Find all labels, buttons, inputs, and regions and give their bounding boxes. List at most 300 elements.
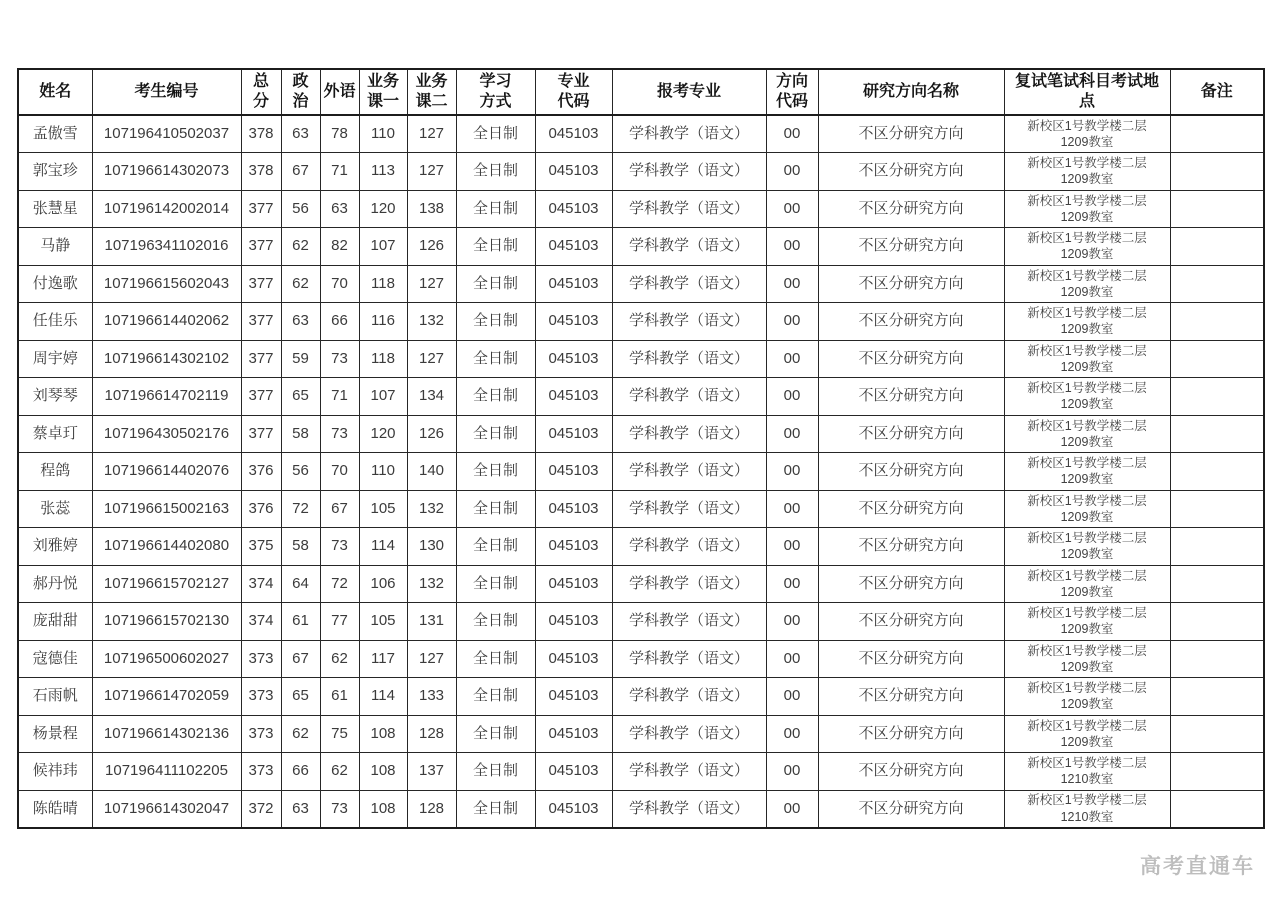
cell-total_score: 377	[241, 378, 281, 416]
table-row	[18, 228, 1264, 266]
cell-name: 刘琴琴	[18, 378, 92, 416]
cell-name: 寇德佳	[18, 640, 92, 678]
cell-direction_code: 00	[766, 640, 818, 678]
cell-course1: 106	[359, 565, 407, 603]
cell-course2: 128	[407, 715, 456, 753]
cell-remark	[1170, 115, 1264, 153]
table-row	[18, 715, 1264, 753]
cell-course2: 128	[407, 790, 456, 828]
cell-name: 付逸歌	[18, 265, 92, 303]
cell-candidate_no: 107196341102016	[92, 228, 241, 266]
cell-total_score: 375	[241, 528, 281, 566]
cell-remark	[1170, 340, 1264, 378]
cell-direction_code: 00	[766, 490, 818, 528]
cell-candidate_no: 107196614302073	[92, 153, 241, 191]
cell-name: 周宇婷	[18, 340, 92, 378]
cell-foreign_lang: 66	[320, 303, 359, 341]
cell-exam_site: 新校区1号教学楼二层 1209教室	[1004, 490, 1170, 528]
cell-total_score: 373	[241, 640, 281, 678]
cell-name: 刘雅婷	[18, 528, 92, 566]
cell-course2: 134	[407, 378, 456, 416]
cell-name: 庞甜甜	[18, 603, 92, 641]
cell-major_code: 045103	[535, 190, 612, 228]
cell-course2: 132	[407, 565, 456, 603]
cell-exam_site: 新校区1号教学楼二层 1209教室	[1004, 603, 1170, 641]
cell-major_code: 045103	[535, 715, 612, 753]
column-header-foreign_lang: 外语	[320, 69, 359, 115]
cell-exam_site: 新校区1号教学楼二层 1209教室	[1004, 453, 1170, 491]
cell-remark	[1170, 265, 1264, 303]
cell-study_mode: 全日制	[456, 715, 535, 753]
cell-politics: 67	[281, 153, 320, 191]
table-row	[18, 265, 1264, 303]
cell-candidate_no: 107196614302102	[92, 340, 241, 378]
cell-major_code: 045103	[535, 790, 612, 828]
cell-major_code: 045103	[535, 640, 612, 678]
column-header-politics: 政 治	[281, 69, 320, 115]
cell-total_score: 373	[241, 753, 281, 791]
cell-study_mode: 全日制	[456, 153, 535, 191]
table-row	[18, 565, 1264, 603]
cell-politics: 72	[281, 490, 320, 528]
cell-study_mode: 全日制	[456, 453, 535, 491]
cell-direction_name: 不区分研究方向	[818, 753, 1004, 791]
column-header-total_score: 总 分	[241, 69, 281, 115]
watermark: 高考直通车	[1140, 855, 1255, 878]
cell-study_mode: 全日制	[456, 115, 535, 153]
cell-name: 张蕊	[18, 490, 92, 528]
cell-major_code: 045103	[535, 378, 612, 416]
cell-candidate_no: 107196411102205	[92, 753, 241, 791]
cell-direction_code: 00	[766, 603, 818, 641]
cell-study_mode: 全日制	[456, 378, 535, 416]
table-row	[18, 190, 1264, 228]
table-row	[18, 453, 1264, 491]
cell-politics: 64	[281, 565, 320, 603]
cell-politics: 63	[281, 790, 320, 828]
cell-course2: 138	[407, 190, 456, 228]
cell-major_code: 045103	[535, 528, 612, 566]
cell-direction_name: 不区分研究方向	[818, 565, 1004, 603]
cell-major: 学科教学（语文）	[612, 603, 766, 641]
cell-politics: 65	[281, 678, 320, 716]
cell-course1: 108	[359, 790, 407, 828]
cell-foreign_lang: 62	[320, 753, 359, 791]
cell-major: 学科教学（语文）	[612, 565, 766, 603]
column-header-direction_name: 研究方向名称	[818, 69, 1004, 115]
cell-course2: 127	[407, 265, 456, 303]
cell-major_code: 045103	[535, 490, 612, 528]
cell-direction_name: 不区分研究方向	[818, 303, 1004, 341]
cell-foreign_lang: 73	[320, 340, 359, 378]
cell-course1: 118	[359, 340, 407, 378]
cell-foreign_lang: 62	[320, 640, 359, 678]
cell-exam_site: 新校区1号教学楼二层 1209教室	[1004, 228, 1170, 266]
cell-total_score: 378	[241, 115, 281, 153]
cell-direction_code: 00	[766, 115, 818, 153]
column-header-study_mode: 学习 方式	[456, 69, 535, 115]
cell-candidate_no: 107196614402076	[92, 453, 241, 491]
cell-course1: 117	[359, 640, 407, 678]
cell-total_score: 376	[241, 490, 281, 528]
cell-direction_name: 不区分研究方向	[818, 528, 1004, 566]
cell-foreign_lang: 67	[320, 490, 359, 528]
cell-name: 候祎玮	[18, 753, 92, 791]
cell-course1: 120	[359, 415, 407, 453]
cell-foreign_lang: 82	[320, 228, 359, 266]
cell-exam_site: 新校区1号教学楼二层 1209教室	[1004, 678, 1170, 716]
cell-politics: 63	[281, 303, 320, 341]
cell-candidate_no: 107196614402062	[92, 303, 241, 341]
cell-name: 郭宝珍	[18, 153, 92, 191]
cell-direction_name: 不区分研究方向	[818, 340, 1004, 378]
cell-study_mode: 全日制	[456, 303, 535, 341]
cell-remark	[1170, 153, 1264, 191]
cell-direction_name: 不区分研究方向	[818, 378, 1004, 416]
table-row	[18, 303, 1264, 341]
cell-name: 张慧星	[18, 190, 92, 228]
cell-foreign_lang: 75	[320, 715, 359, 753]
table-row	[18, 490, 1264, 528]
table-row	[18, 528, 1264, 566]
cell-direction_name: 不区分研究方向	[818, 453, 1004, 491]
cell-course1: 108	[359, 753, 407, 791]
cell-politics: 62	[281, 715, 320, 753]
cell-total_score: 377	[241, 415, 281, 453]
cell-total_score: 374	[241, 603, 281, 641]
cell-name: 杨景程	[18, 715, 92, 753]
cell-foreign_lang: 61	[320, 678, 359, 716]
cell-name: 石雨帆	[18, 678, 92, 716]
cell-direction_code: 00	[766, 453, 818, 491]
cell-study_mode: 全日制	[456, 415, 535, 453]
cell-direction_name: 不区分研究方向	[818, 265, 1004, 303]
cell-remark	[1170, 753, 1264, 791]
cell-direction_name: 不区分研究方向	[818, 715, 1004, 753]
cell-remark	[1170, 303, 1264, 341]
cell-course2: 127	[407, 640, 456, 678]
cell-politics: 66	[281, 753, 320, 791]
cell-remark	[1170, 603, 1264, 641]
cell-course2: 132	[407, 490, 456, 528]
cell-candidate_no: 107196615702127	[92, 565, 241, 603]
cell-course2: 137	[407, 753, 456, 791]
table-row	[18, 603, 1264, 641]
cell-remark	[1170, 715, 1264, 753]
cell-major_code: 045103	[535, 228, 612, 266]
cell-course2: 131	[407, 603, 456, 641]
cell-study_mode: 全日制	[456, 190, 535, 228]
cell-major_code: 045103	[535, 265, 612, 303]
cell-exam_site: 新校区1号教学楼二层 1209教室	[1004, 265, 1170, 303]
column-header-course1: 业务 课一	[359, 69, 407, 115]
cell-direction_code: 00	[766, 378, 818, 416]
cell-total_score: 373	[241, 715, 281, 753]
cell-exam_site: 新校区1号教学楼二层 1209教室	[1004, 115, 1170, 153]
cell-foreign_lang: 73	[320, 790, 359, 828]
cell-direction_code: 00	[766, 753, 818, 791]
cell-course2: 127	[407, 115, 456, 153]
cell-direction_code: 00	[766, 790, 818, 828]
cell-course1: 107	[359, 228, 407, 266]
cell-remark	[1170, 415, 1264, 453]
cell-direction_code: 00	[766, 415, 818, 453]
cell-exam_site: 新校区1号教学楼二层 1209教室	[1004, 340, 1170, 378]
cell-politics: 67	[281, 640, 320, 678]
cell-study_mode: 全日制	[456, 565, 535, 603]
cell-study_mode: 全日制	[456, 603, 535, 641]
cell-direction_name: 不区分研究方向	[818, 640, 1004, 678]
table-row	[18, 415, 1264, 453]
cell-foreign_lang: 73	[320, 415, 359, 453]
cell-course1: 105	[359, 490, 407, 528]
cell-study_mode: 全日制	[456, 340, 535, 378]
cell-major_code: 045103	[535, 753, 612, 791]
table-row	[18, 753, 1264, 791]
cell-candidate_no: 107196615702130	[92, 603, 241, 641]
cell-study_mode: 全日制	[456, 753, 535, 791]
cell-course2: 127	[407, 153, 456, 191]
table-row	[18, 115, 1264, 153]
cell-remark	[1170, 378, 1264, 416]
cell-direction_code: 00	[766, 228, 818, 266]
cell-course1: 120	[359, 190, 407, 228]
column-header-course2: 业务 课二	[407, 69, 456, 115]
cell-politics: 61	[281, 603, 320, 641]
cell-major: 学科教学（语文）	[612, 265, 766, 303]
column-header-major: 报考专业	[612, 69, 766, 115]
cell-course1: 113	[359, 153, 407, 191]
cell-major_code: 045103	[535, 678, 612, 716]
column-header-remark: 备注	[1170, 69, 1264, 115]
cell-exam_site: 新校区1号教学楼二层 1210教室	[1004, 790, 1170, 828]
cell-major: 学科教学（语文）	[612, 453, 766, 491]
table-row	[18, 678, 1264, 716]
cell-major: 学科教学（语文）	[612, 528, 766, 566]
cell-direction_code: 00	[766, 340, 818, 378]
column-header-candidate_no: 考生编号	[92, 69, 241, 115]
cell-name: 马静	[18, 228, 92, 266]
cell-remark	[1170, 640, 1264, 678]
cell-course2: 126	[407, 415, 456, 453]
table-row	[18, 378, 1264, 416]
cell-major_code: 045103	[535, 340, 612, 378]
cell-candidate_no: 107196500602027	[92, 640, 241, 678]
cell-direction_code: 00	[766, 265, 818, 303]
cell-name: 蔡卓玎	[18, 415, 92, 453]
cell-total_score: 378	[241, 153, 281, 191]
cell-exam_site: 新校区1号教学楼二层 1209教室	[1004, 303, 1170, 341]
cell-candidate_no: 107196430502176	[92, 415, 241, 453]
column-header-direction_code: 方向 代码	[766, 69, 818, 115]
cell-study_mode: 全日制	[456, 640, 535, 678]
cell-direction_name: 不区分研究方向	[818, 678, 1004, 716]
cell-politics: 58	[281, 528, 320, 566]
cell-politics: 56	[281, 453, 320, 491]
cell-major_code: 045103	[535, 565, 612, 603]
cell-candidate_no: 107196614302047	[92, 790, 241, 828]
cell-name: 程鸽	[18, 453, 92, 491]
cell-exam_site: 新校区1号教学楼二层 1209教室	[1004, 640, 1170, 678]
cell-major_code: 045103	[535, 153, 612, 191]
cell-study_mode: 全日制	[456, 528, 535, 566]
cell-major_code: 045103	[535, 453, 612, 491]
cell-name: 郝丹悦	[18, 565, 92, 603]
cell-candidate_no: 107196614702059	[92, 678, 241, 716]
cell-foreign_lang: 70	[320, 265, 359, 303]
cell-total_score: 376	[241, 453, 281, 491]
cell-direction_name: 不区分研究方向	[818, 415, 1004, 453]
cell-major_code: 045103	[535, 415, 612, 453]
cell-remark	[1170, 190, 1264, 228]
cell-major: 学科教学（语文）	[612, 190, 766, 228]
cell-candidate_no: 107196614302136	[92, 715, 241, 753]
cell-remark	[1170, 790, 1264, 828]
cell-candidate_no: 107196615602043	[92, 265, 241, 303]
cell-major: 学科教学（语文）	[612, 415, 766, 453]
header-row	[18, 69, 1264, 115]
cell-remark	[1170, 565, 1264, 603]
cell-course1: 114	[359, 528, 407, 566]
cell-major: 学科教学（语文）	[612, 678, 766, 716]
cell-course1: 114	[359, 678, 407, 716]
cell-foreign_lang: 73	[320, 528, 359, 566]
column-header-name: 姓名	[18, 69, 92, 115]
cell-remark	[1170, 453, 1264, 491]
cell-remark	[1170, 678, 1264, 716]
cell-direction_code: 00	[766, 153, 818, 191]
cell-politics: 59	[281, 340, 320, 378]
cell-direction_code: 00	[766, 303, 818, 341]
cell-total_score: 373	[241, 678, 281, 716]
score-table	[17, 68, 1265, 829]
cell-direction_name: 不区分研究方向	[818, 115, 1004, 153]
cell-exam_site: 新校区1号教学楼二层 1209教室	[1004, 415, 1170, 453]
cell-study_mode: 全日制	[456, 790, 535, 828]
cell-major: 学科教学（语文）	[612, 490, 766, 528]
cell-direction_code: 00	[766, 528, 818, 566]
cell-politics: 63	[281, 115, 320, 153]
cell-politics: 62	[281, 228, 320, 266]
cell-course1: 107	[359, 378, 407, 416]
cell-major: 学科教学（语文）	[612, 228, 766, 266]
cell-major: 学科教学（语文）	[612, 153, 766, 191]
cell-course1: 108	[359, 715, 407, 753]
cell-remark	[1170, 228, 1264, 266]
cell-exam_site: 新校区1号教学楼二层 1209教室	[1004, 565, 1170, 603]
cell-remark	[1170, 528, 1264, 566]
cell-politics: 56	[281, 190, 320, 228]
cell-course2: 132	[407, 303, 456, 341]
cell-name: 任佳乐	[18, 303, 92, 341]
cell-candidate_no: 107196615002163	[92, 490, 241, 528]
cell-politics: 62	[281, 265, 320, 303]
cell-foreign_lang: 63	[320, 190, 359, 228]
cell-foreign_lang: 71	[320, 378, 359, 416]
cell-total_score: 374	[241, 565, 281, 603]
table-row	[18, 640, 1264, 678]
table-header	[18, 69, 1264, 115]
cell-major: 学科教学（语文）	[612, 303, 766, 341]
cell-major: 学科教学（语文）	[612, 378, 766, 416]
cell-direction_name: 不区分研究方向	[818, 153, 1004, 191]
cell-major: 学科教学（语文）	[612, 790, 766, 828]
cell-name: 陈皓晴	[18, 790, 92, 828]
cell-exam_site: 新校区1号教学楼二层 1210教室	[1004, 753, 1170, 791]
cell-direction_name: 不区分研究方向	[818, 190, 1004, 228]
table-body	[18, 115, 1264, 828]
cell-study_mode: 全日制	[456, 265, 535, 303]
cell-foreign_lang: 78	[320, 115, 359, 153]
cell-major: 学科教学（语文）	[612, 340, 766, 378]
cell-foreign_lang: 72	[320, 565, 359, 603]
cell-candidate_no: 107196614402080	[92, 528, 241, 566]
cell-course2: 140	[407, 453, 456, 491]
cell-politics: 58	[281, 415, 320, 453]
cell-study_mode: 全日制	[456, 490, 535, 528]
cell-study_mode: 全日制	[456, 228, 535, 266]
cell-exam_site: 新校区1号教学楼二层 1209教室	[1004, 190, 1170, 228]
cell-total_score: 377	[241, 303, 281, 341]
cell-course2: 130	[407, 528, 456, 566]
cell-foreign_lang: 71	[320, 153, 359, 191]
cell-direction_code: 00	[766, 678, 818, 716]
cell-direction_name: 不区分研究方向	[818, 228, 1004, 266]
table-row	[18, 153, 1264, 191]
cell-major_code: 045103	[535, 303, 612, 341]
cell-course1: 118	[359, 265, 407, 303]
cell-major_code: 045103	[535, 115, 612, 153]
cell-name: 孟傲雪	[18, 115, 92, 153]
cell-course2: 126	[407, 228, 456, 266]
cell-total_score: 377	[241, 265, 281, 303]
cell-foreign_lang: 77	[320, 603, 359, 641]
cell-course1: 116	[359, 303, 407, 341]
cell-total_score: 372	[241, 790, 281, 828]
column-header-exam_site: 复试笔试科目考试地 点	[1004, 69, 1170, 115]
cell-candidate_no: 107196410502037	[92, 115, 241, 153]
table-row	[18, 340, 1264, 378]
cell-course1: 105	[359, 603, 407, 641]
cell-course1: 110	[359, 453, 407, 491]
cell-direction_code: 00	[766, 715, 818, 753]
cell-major: 学科教学（语文）	[612, 115, 766, 153]
cell-exam_site: 新校区1号教学楼二层 1209教室	[1004, 715, 1170, 753]
column-header-major_code: 专业 代码	[535, 69, 612, 115]
cell-total_score: 377	[241, 340, 281, 378]
cell-remark	[1170, 490, 1264, 528]
cell-exam_site: 新校区1号教学楼二层 1209教室	[1004, 378, 1170, 416]
cell-politics: 65	[281, 378, 320, 416]
cell-candidate_no: 107196614702119	[92, 378, 241, 416]
cell-foreign_lang: 70	[320, 453, 359, 491]
cell-direction_name: 不区分研究方向	[818, 790, 1004, 828]
cell-total_score: 377	[241, 228, 281, 266]
cell-direction_name: 不区分研究方向	[818, 603, 1004, 641]
cell-direction_name: 不区分研究方向	[818, 490, 1004, 528]
cell-exam_site: 新校区1号教学楼二层 1209教室	[1004, 153, 1170, 191]
cell-course2: 133	[407, 678, 456, 716]
cell-course1: 110	[359, 115, 407, 153]
cell-course2: 127	[407, 340, 456, 378]
table-row	[18, 790, 1264, 828]
cell-study_mode: 全日制	[456, 678, 535, 716]
cell-exam_site: 新校区1号教学楼二层 1209教室	[1004, 528, 1170, 566]
cell-candidate_no: 107196142002014	[92, 190, 241, 228]
cell-major: 学科教学（语文）	[612, 715, 766, 753]
cell-total_score: 377	[241, 190, 281, 228]
cell-direction_code: 00	[766, 190, 818, 228]
